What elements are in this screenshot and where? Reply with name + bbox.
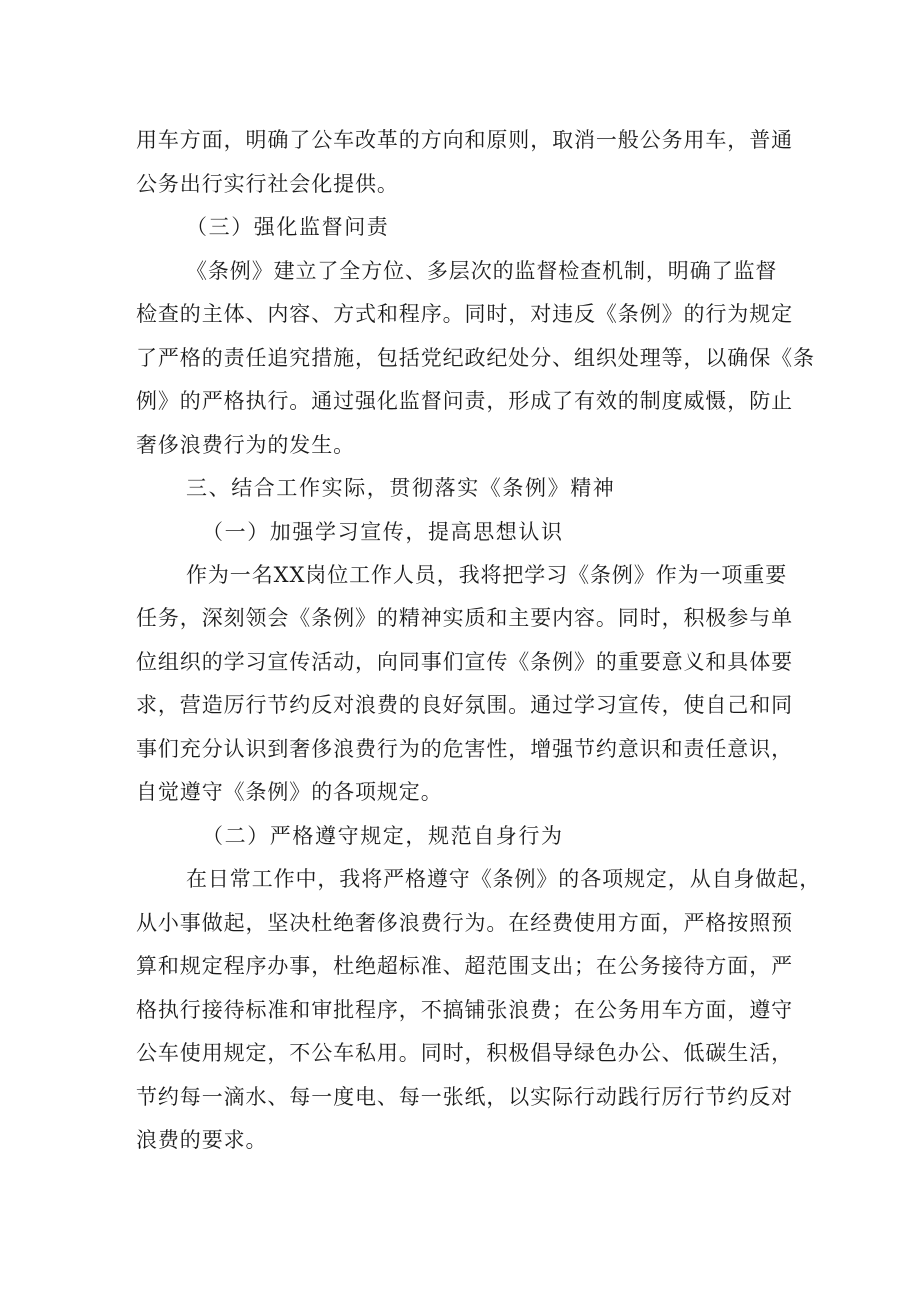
paragraph-line: 例》的严格执行。通过强化监督问责，形成了有效的制度威慑，防止: [136, 389, 793, 413]
paragraph-line: 任务，深刻领会《条例》的精神实质和主要内容。同时，积极参与单: [136, 606, 793, 630]
paragraph-line: 检查的主体、内容、方式和程序。同时，对违反《条例》的行为规定: [136, 302, 793, 326]
paragraph-line: 奢侈浪费行为的发生。: [136, 433, 355, 457]
paragraph-line: 公车使用规定，不公车私用。同时，积极倡导绿色办公、低碳生活，: [136, 1041, 793, 1065]
paragraph-line: 用车方面，明确了公车改革的方向和原则，取消一般公务用车，普通: [136, 128, 793, 152]
section-heading-3: （三）强化监督问责: [186, 215, 390, 239]
section-heading-1: （一）加强学习宣传，提高思想认识: [202, 520, 564, 544]
paragraph-line: 事们充分认识到奢侈浪费行为的危害性，增强节约意识和责任意识，: [136, 737, 793, 761]
paragraph-line: 公务出行实行社会化提供。: [136, 172, 399, 196]
paragraph-line: 节约每一滴水、每一度电、每一张纸，以实际行动践行厉行节约反对: [136, 1085, 793, 1109]
paragraph-line: 算和规定程序办事，杜绝超标准、超范围支出；在公务接待方面，严: [136, 954, 793, 978]
paragraph-line: 在日常工作中，我将严格遵守《条例》的各项规定，从自身做起，: [186, 867, 822, 891]
paragraph-line: 了严格的责任追究措施，包括党纪政纪处分、组织处理等，以确保《条: [136, 346, 815, 370]
paragraph-line: 自觉遵守《条例》的各项规定。: [136, 780, 443, 804]
paragraph-line: 浪费的要求。: [136, 1128, 268, 1152]
chapter-heading: 三、结合工作实际，贯彻落实《条例》精神: [186, 476, 616, 500]
paragraph-line: 作为一名XX岗位工作人员，我将把学习《条例》作为一项重要: [186, 563, 788, 587]
paragraph-line: 《条例》建立了全方位、多层次的监督检查机制，明确了监督: [186, 259, 778, 283]
section-heading-2: （二）严格遵守规定，规范自身行为: [202, 824, 564, 848]
paragraph-line: 从小事做起，坚决杜绝奢侈浪费行为。在经费使用方面，严格按照预: [136, 911, 793, 935]
paragraph-line: 位组织的学习宣传活动，向同事们宣传《条例》的重要意义和具体要: [136, 650, 793, 674]
paragraph-line: 格执行接待标准和审批程序，不搞铺张浪费；在公务用车方面，遵守: [136, 998, 793, 1022]
paragraph-line: 求，营造厉行节约反对浪费的良好氛围。通过学习宣传，使自己和同: [136, 693, 793, 717]
